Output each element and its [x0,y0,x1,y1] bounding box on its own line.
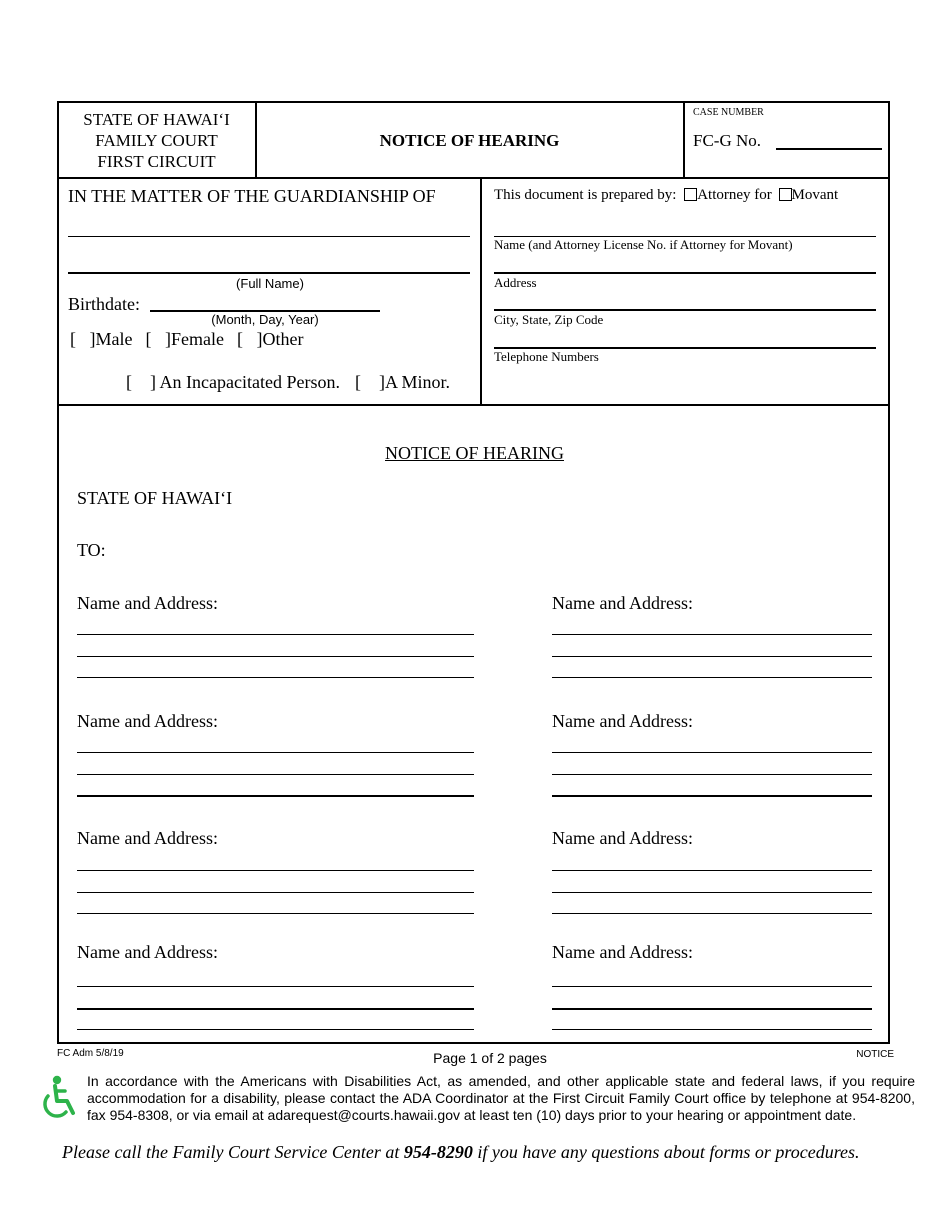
name-address-line[interactable] [77,1029,474,1030]
court-family: FAMILY COURT [95,131,218,150]
name-address-line[interactable] [77,634,474,635]
other-checkbox[interactable]: [ ] [236,329,263,349]
name-address-label: Name and Address: [552,711,693,731]
caption-bottom-rule [58,404,889,406]
name-address-line[interactable] [77,913,474,914]
gender-row [70,329,303,350]
name-address-label: Name and Address: [552,828,693,848]
service-center-note [62,1142,922,1163]
movant-checkbox[interactable] [779,188,792,201]
name-address-line[interactable] [552,752,872,753]
other-label: Other [262,329,304,349]
movant-label: Movant [791,187,839,203]
name-address-label: Name and Address: [77,942,218,962]
name-address-line[interactable] [552,774,872,775]
name-address-line[interactable] [552,795,872,797]
matter-heading: IN THE MATTER OF THE GUARDIANSHIP OF [68,186,436,206]
service-suffix: if you have any questions about forms or procedures. [472,1142,860,1162]
court-circuit: FIRST CIRCUIT [97,152,216,171]
birthdate-caption: (Month, Day, Year) [211,312,319,327]
prepared-by-row [494,187,838,204]
name-address-label: Name and Address: [552,593,693,613]
preparer-name-caption: Name (and Attorney License No. if Attorney for Movant) [494,237,793,252]
male-label: Male [95,329,133,349]
name-address-line[interactable] [77,656,474,657]
caption-divider [480,178,482,405]
minor-label: A Minor. [384,372,450,392]
case-number-label: CASE NUMBER [693,107,764,118]
name-address-label: Name and Address: [77,828,218,848]
fcg-label: FC-G No. [693,131,762,150]
name-address-line[interactable] [552,892,872,893]
birthdate-label: Birthdate: [68,294,140,314]
name-address-line[interactable] [552,870,872,871]
name-address-line[interactable] [77,892,474,893]
state-label: STATE OF HAWAI‘I [77,488,233,508]
name-address-line[interactable] [77,677,474,678]
person-type-row [126,372,450,393]
name-address-label: Name and Address: [552,942,693,962]
name-address-line[interactable] [77,870,474,871]
page-number: Page 1 of 2 pages [433,1050,547,1066]
female-checkbox[interactable]: [ ] [145,329,171,349]
court-state: STATE OF HAWAI‘I [83,110,230,129]
name-address-line[interactable] [552,656,872,657]
form-title: NOTICE OF HEARING [379,131,560,150]
court-block [58,109,255,172]
full-name-caption: (Full Name) [236,276,304,291]
incapacitated-checkbox[interactable]: [ ] [126,372,156,392]
name-address-line[interactable] [552,634,872,635]
name-address-line[interactable] [552,1029,872,1030]
ward-name-field-2[interactable] [68,272,470,274]
ada-notice: In accordance with the Americans with Disabilities Act, as amended, and other applicable state and federal laws, if you require accommodation for a disability, please contact the ADA Coordinator at the First Circuit Family Court office by telephone at 954-8200, fax 954-8308, or via email at adarequest@courts.hawaii.gov at least ten (10) days prior to your hearing or appointment date. [87,1073,915,1123]
accessibility-icon [36,1075,80,1121]
header-bottom-rule [58,177,889,179]
name-address-line[interactable] [552,677,872,678]
attorney-checkbox[interactable] [684,188,697,201]
name-address-line[interactable] [552,1008,872,1010]
name-address-line[interactable] [77,795,474,797]
preparer-address-caption: Address [494,275,537,290]
name-address-line[interactable] [552,986,872,987]
notice-heading [58,443,891,464]
name-address-line[interactable] [77,752,474,753]
name-address-line[interactable] [552,913,872,914]
male-checkbox[interactable]: [ ] [70,329,96,349]
form-code: FC Adm 5/8/19 [57,1048,124,1059]
minor-checkbox[interactable]: [ ] [354,372,385,392]
name-address-line[interactable] [77,1008,474,1010]
header-divider-right [683,102,685,178]
preparer-city-field[interactable] [494,309,876,311]
prepared-by-label: This document is prepared by: [494,187,677,203]
service-phone: 954-8290 [403,1142,473,1162]
attorney-label: Attorney for [697,187,772,203]
preparer-telephone-caption: Telephone Numbers [494,349,599,364]
notice-code: NOTICE [856,1049,894,1060]
ward-name-field-1[interactable] [68,236,470,237]
fcg-number-field[interactable] [776,148,882,150]
name-address-label: Name and Address: [77,711,218,731]
notice-heading-text: NOTICE OF HEARING [385,443,564,463]
female-label: Female [170,329,224,349]
name-address-label: Name and Address: [77,593,218,613]
name-address-line[interactable] [77,986,474,987]
incapacitated-label: An Incapacitated Person. [159,372,340,392]
name-address-line[interactable] [77,774,474,775]
to-label: TO: [77,540,106,560]
preparer-city-caption: City, State, Zip Code [494,312,604,327]
preparer-address-field[interactable] [494,272,876,274]
service-prefix: Please call the Family Court Service Center at [62,1142,404,1162]
